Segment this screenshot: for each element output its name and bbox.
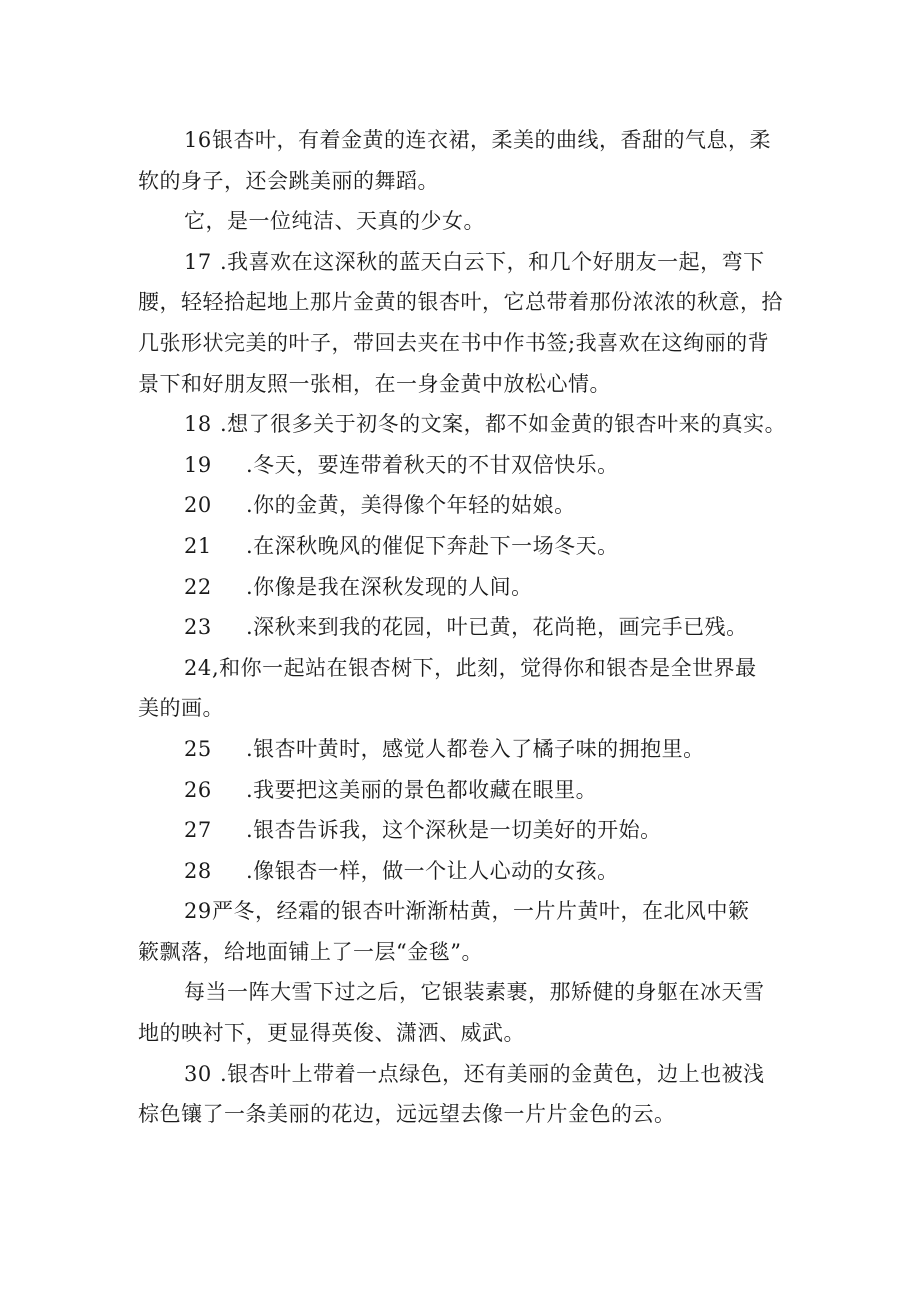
paragraph-24: [138, 648, 788, 729]
paragraph-16: [138, 120, 788, 201]
paragraph-unnumbered-1: [138, 201, 788, 242]
paragraph-number: 28: [184, 858, 212, 883]
paragraph-line: .你的金黄，美得像个年轻的姑娘。: [246, 493, 576, 518]
paragraph-30: [138, 1054, 788, 1135]
paragraph-17: [138, 242, 788, 404]
paragraph-18: [138, 404, 788, 445]
paragraph-line: .银杏叶黄时，感觉人都卷入了橘子味的拥抱里。: [246, 736, 705, 761]
paragraph-line: .深秋来到我的花园，叶已黄，花尚艳，画完手已残。: [246, 615, 748, 640]
paragraph-line: ,和你一起站在银杏树下，此刻，觉得你和银杏是全世界最: [212, 655, 757, 680]
paragraph-19: [138, 445, 788, 486]
paragraph-number: 21: [184, 533, 212, 558]
paragraph-number: 29: [184, 899, 212, 924]
paragraph-29: [138, 891, 788, 972]
paragraph-line: 景下和好朋友照一张相，在一身金黄中放松心情。: [138, 371, 611, 396]
paragraph-number: 20: [184, 493, 212, 518]
paragraph-line: 地的映衬下，更显得英俊、潇洒、威武。: [138, 1021, 525, 1046]
paragraph-line: 软的身子，还会跳美丽的舞蹈。: [138, 168, 439, 193]
paragraph-line: .银杏叶上带着一点绿色，还有美丽的金黄色，边上也被浅: [220, 1061, 765, 1086]
paragraph-line: 它，是一位纯洁、天真的少女。: [184, 209, 485, 234]
paragraph-line: 美的画。: [138, 696, 224, 721]
paragraph-line: 严冬，经霜的银杏叶渐渐枯黄，一片片黄叶，在北风中簌: [212, 899, 750, 924]
paragraph-number: 22: [184, 574, 212, 599]
paragraph-20: [138, 485, 788, 526]
paragraph-26: [138, 770, 788, 811]
paragraph-number: 27: [184, 818, 212, 843]
paragraph-22: [138, 567, 788, 608]
paragraph-number: 26: [184, 777, 212, 802]
paragraph-number: 25: [184, 736, 212, 761]
paragraph-21: [138, 526, 788, 567]
paragraph-line: .冬天，要连带着秋天的不甘双倍快乐。: [246, 452, 619, 477]
paragraph-28: [138, 851, 788, 892]
paragraph-line: .在深秋晚风的催促下奔赴下一场冬天。: [246, 533, 619, 558]
paragraph-line: .像银杏一样，做一个让人心动的女孩。: [246, 858, 619, 883]
paragraph-line: .我喜欢在这深秋的蓝天白云下，和几个好朋友一起，弯下: [220, 249, 765, 274]
paragraph-line: 腰，轻轻拾起地上那片金黄的银杏叶，它总带着那份浓浓的秋意，拾: [138, 290, 783, 315]
paragraph-line: 每当一阵大雪下过之后，它银装素裹，那矫健的身躯在冰天雪: [184, 980, 765, 1005]
paragraph-number: 30: [184, 1061, 212, 1086]
paragraph-23: [138, 607, 788, 648]
paragraph-number: 24: [184, 655, 212, 680]
paragraph-unnumbered-2: [138, 972, 788, 1053]
document-body: [138, 120, 788, 1135]
paragraph-27: [138, 810, 788, 851]
paragraph-line: .我要把这美丽的景色都收藏在眼里。: [246, 777, 598, 802]
paragraph-line: .想了很多关于初冬的文案，都不如金黄的银杏叶来的真实。: [220, 412, 787, 437]
paragraph-line: 簌飘落，给地面铺上了一层“金毯”。: [138, 939, 483, 964]
paragraph-line: 棕色镶了一条美丽的花边，远远望去像一片片金色的云。: [138, 1102, 676, 1127]
paragraph-line: .你像是我在深秋发现的人间。: [246, 574, 533, 599]
paragraph-number: 16: [184, 128, 212, 152]
paragraph-number: 18: [184, 412, 212, 437]
paragraph-line: .银杏告诉我，这个深秋是一切美好的开始。: [246, 818, 662, 843]
paragraph-line: 几张形状完美的叶子，带回去夹在书中作书签;我喜欢在这绚丽的背: [138, 330, 770, 355]
paragraph-number: 19: [184, 452, 212, 477]
paragraph-25: [138, 729, 788, 770]
paragraph-number: 17: [184, 249, 212, 274]
paragraph-number: 23: [184, 615, 212, 640]
paragraph-line: 银杏叶，有着金黄的连衣裙，柔美的曲线，香甜的气息，柔: [212, 128, 771, 152]
